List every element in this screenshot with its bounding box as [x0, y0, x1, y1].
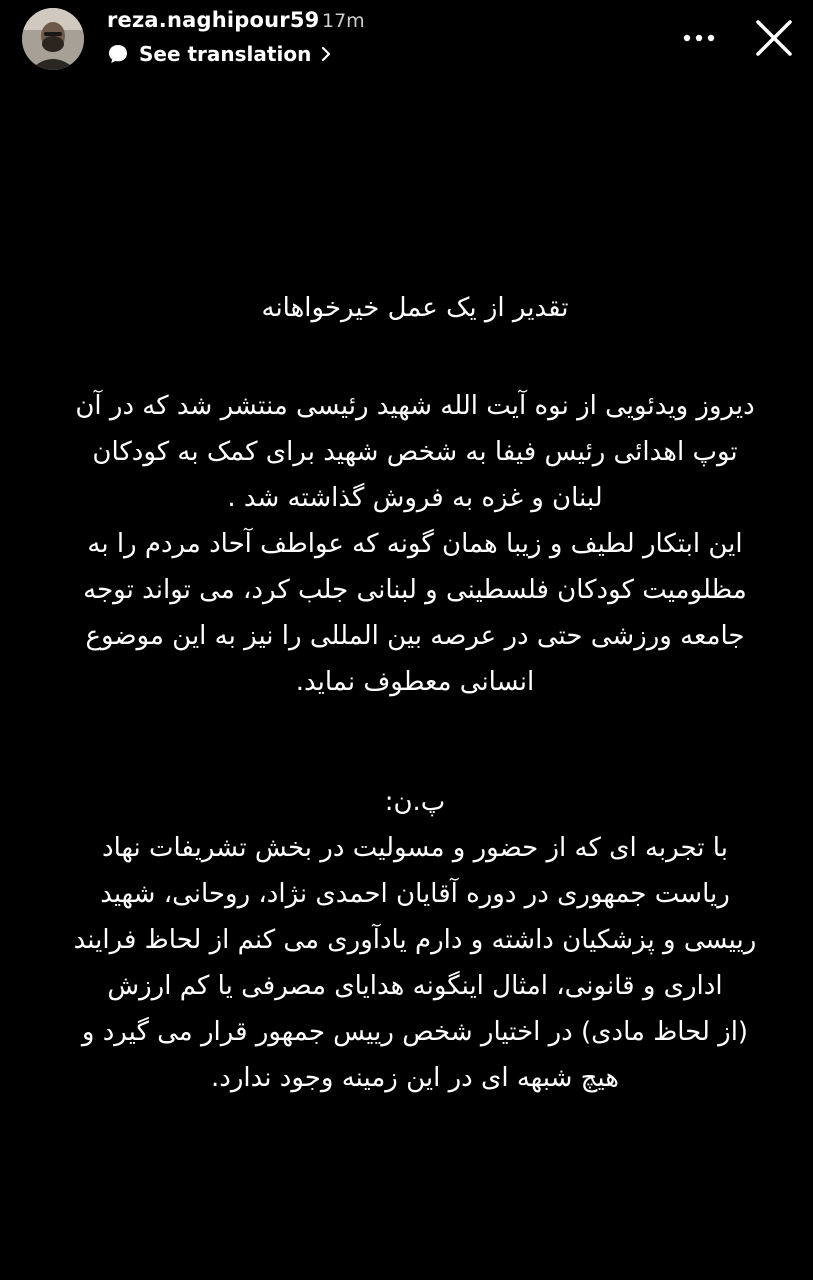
- story-line: لبنان و غزه به فروش گذاشته شد .: [227, 483, 603, 513]
- speech-bubble-icon: [107, 43, 129, 65]
- story-line: رییسی و پزشکیان داشته و دارم یادآوری می کنم از لحاظ فرایند: [73, 925, 757, 955]
- story-line: ریاست جمهوری در دوره آقایان احمدی نژاد، روحانی، شهید: [100, 879, 730, 909]
- see-translation-button[interactable]: [107, 40, 333, 68]
- see-translation-label: See translation: [139, 42, 312, 66]
- story-line: این ابتکار لطیف و زیبا همان گونه که عواطف آحاد مردم را به: [87, 529, 743, 559]
- story-line: دیروز ویدئویی از نوه آیت الله شهید رئیسی منتشر شد که در آن: [75, 391, 755, 421]
- story-text: [40, 285, 790, 1101]
- story-line: انسانی معطوف نماید.: [295, 667, 535, 697]
- close-icon[interactable]: [752, 16, 796, 60]
- avatar-photo-icon: [22, 8, 84, 70]
- story-title: تقدیر از یک عمل خیرخواهانه: [261, 293, 569, 323]
- ps-label: پ.ن:: [384, 787, 446, 817]
- story-line: مظلومیت کودکان فلسطینی و لبنانی جلب کرد، می تواند توجه: [83, 575, 747, 605]
- story-line: هیچ شبهه ای در این زمینه وجود ندارد.: [211, 1063, 619, 1093]
- story-line: جامعه ورزشی حتی در عرصه بین المللی را نیز به این موضوع: [85, 621, 745, 651]
- post-time: 17m: [322, 10, 365, 32]
- avatar[interactable]: [22, 8, 84, 70]
- story-line: با تجربه ای که از حضور و مسولیت در بخش تشریفات نهاد: [102, 833, 728, 863]
- story-line: (از لحاظ مادی) در اختیار شخص رییس جمهور قرار می گیرد و: [81, 1017, 749, 1047]
- story-line: توپ اهدائی رئیس فیفا به شخص شهید برای کمک به کودکان: [92, 437, 738, 467]
- story-header: [0, 0, 813, 90]
- chevron-right-icon: [319, 45, 333, 63]
- username[interactable]: reza.naghipour59: [107, 8, 320, 32]
- more-dots-icon[interactable]: [681, 24, 717, 52]
- story-line: اداری و قانونی، امثال اینگونه هدایای مصرفی یا کم ارزش: [107, 971, 723, 1001]
